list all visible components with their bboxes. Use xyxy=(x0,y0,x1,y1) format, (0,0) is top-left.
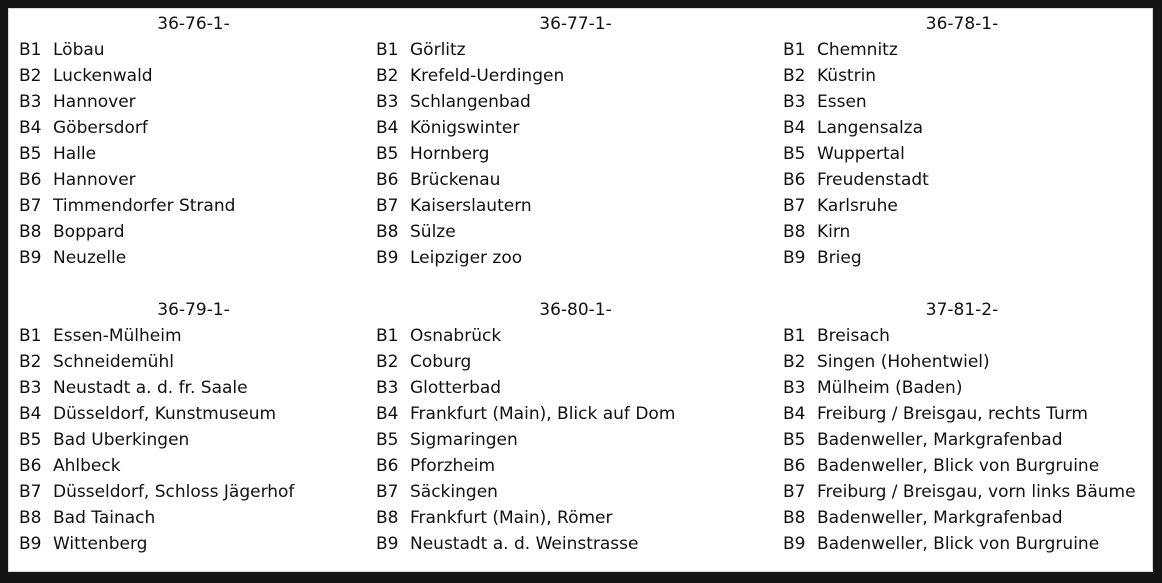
item-code: B5 xyxy=(783,430,806,450)
list-item xyxy=(376,375,783,401)
item-code: B7 xyxy=(19,482,42,502)
item-place: Neuzelle xyxy=(53,248,127,268)
item-place: Kirn xyxy=(817,222,851,242)
item-code: B9 xyxy=(783,248,806,268)
item-place: Görlitz xyxy=(410,40,466,60)
list-item xyxy=(783,401,1149,427)
item-place: Karlsruhe xyxy=(817,196,898,216)
item-code: B2 xyxy=(783,352,806,372)
item-place: Freiburg / Breisgau, rechts Turm xyxy=(817,404,1088,424)
item-place: Frankfurt (Main), Blick auf Dom xyxy=(410,404,676,424)
item-place: Langensalza xyxy=(817,118,924,138)
item-code: B9 xyxy=(783,534,806,554)
item-place: Badenweller, Markgrafenbad xyxy=(817,430,1063,450)
list-item xyxy=(783,63,1149,89)
item-place: Hannover xyxy=(53,170,136,190)
item-code: B5 xyxy=(376,144,399,164)
series-block xyxy=(19,297,376,557)
item-place: Brieg xyxy=(817,248,862,268)
list-item xyxy=(783,89,1149,115)
series-block xyxy=(783,297,1149,557)
list-item xyxy=(783,375,1149,401)
item-code: B8 xyxy=(19,222,42,242)
item-place: Chemnitz xyxy=(817,40,898,60)
item-code: B3 xyxy=(19,378,42,398)
item-code: B8 xyxy=(376,508,399,528)
item-place: Göbersdorf xyxy=(53,118,148,138)
list-item xyxy=(19,479,376,505)
item-code: B1 xyxy=(19,326,42,346)
list-item xyxy=(19,245,376,271)
item-code: B6 xyxy=(783,456,806,476)
list-item xyxy=(783,505,1149,531)
item-place: Säckingen xyxy=(410,482,498,502)
series-block xyxy=(376,297,783,557)
item-place: Breisach xyxy=(817,326,890,346)
series-title: 36-79-1- xyxy=(157,300,230,320)
series-title: 36-76-1- xyxy=(157,14,230,34)
series-block xyxy=(376,11,783,271)
item-place: Sigmaringen xyxy=(410,430,518,450)
list-item xyxy=(376,167,783,193)
item-code: B6 xyxy=(19,456,42,476)
list-item xyxy=(376,453,783,479)
item-place: Badenweller, Blick von Burgruine xyxy=(817,534,1100,554)
item-place: Schlangenbad xyxy=(410,92,531,112)
item-place: Wittenberg xyxy=(53,534,148,554)
item-place: Ahlbeck xyxy=(53,456,121,476)
list-item xyxy=(19,453,376,479)
item-code: B8 xyxy=(376,222,399,242)
item-code: B5 xyxy=(19,144,42,164)
list-item xyxy=(19,323,376,349)
item-code: B5 xyxy=(783,144,806,164)
list-item xyxy=(19,531,376,557)
item-place: Boppard xyxy=(53,222,125,242)
list-item xyxy=(783,245,1149,271)
item-code: B7 xyxy=(376,196,399,216)
list-item xyxy=(376,505,783,531)
item-code: B3 xyxy=(783,378,806,398)
item-place: Essen-Mülheim xyxy=(53,326,182,346)
item-code: B1 xyxy=(783,40,806,60)
list-item xyxy=(783,479,1149,505)
item-place: Timmendorfer Strand xyxy=(53,196,236,216)
list-item xyxy=(376,219,783,245)
list-item xyxy=(376,401,783,427)
item-place: Pforzheim xyxy=(410,456,496,476)
series-title: 36-80-1- xyxy=(539,300,612,320)
item-place: Singen (Hohentwiel) xyxy=(817,352,990,372)
list-item xyxy=(783,531,1149,557)
item-place: Coburg xyxy=(410,352,472,372)
item-code: B3 xyxy=(376,92,399,112)
item-place: Bad Tainach xyxy=(53,508,156,528)
item-code: B7 xyxy=(376,482,399,502)
item-place: Hannover xyxy=(53,92,136,112)
item-place: Kaiserslautern xyxy=(410,196,532,216)
series-title: 36-78-1- xyxy=(925,14,999,34)
item-place: Löbau xyxy=(53,40,105,60)
list-item xyxy=(783,349,1149,375)
item-code: B4 xyxy=(783,404,806,424)
item-place: Glotterbad xyxy=(410,378,502,398)
item-code: B9 xyxy=(376,534,399,554)
item-place: Königswinter xyxy=(410,118,520,138)
list-item xyxy=(376,193,783,219)
list-item xyxy=(19,89,376,115)
list-item xyxy=(783,37,1149,63)
item-place: Sülze xyxy=(410,222,456,242)
list-item xyxy=(376,141,783,167)
list-item xyxy=(19,141,376,167)
item-code: B9 xyxy=(19,248,42,268)
item-place: Leipziger zoo xyxy=(410,248,523,268)
item-place: Wuppertal xyxy=(817,144,905,164)
list-item xyxy=(19,427,376,453)
item-place: Halle xyxy=(53,144,97,164)
list-item xyxy=(376,479,783,505)
item-place: Düsseldorf, Schloss Jägerhof xyxy=(53,482,295,502)
list-item xyxy=(19,219,376,245)
series-title: 36-77-1- xyxy=(539,14,612,34)
item-code: B7 xyxy=(19,196,42,216)
item-code: B3 xyxy=(19,92,42,112)
list-item xyxy=(783,167,1149,193)
item-place: Düsseldorf, Kunstmuseum xyxy=(53,404,277,424)
list-item xyxy=(376,531,783,557)
list-item xyxy=(19,193,376,219)
item-code: B2 xyxy=(19,352,42,372)
list-item xyxy=(376,427,783,453)
list-item xyxy=(19,37,376,63)
list-item xyxy=(19,349,376,375)
list-item xyxy=(19,375,376,401)
item-place: Osnabrück xyxy=(410,326,502,346)
item-place: Essen xyxy=(817,92,867,112)
item-code: B6 xyxy=(376,170,399,190)
item-code: B6 xyxy=(783,170,806,190)
item-place: Mülheim (Baden) xyxy=(817,378,963,398)
item-place: Hornberg xyxy=(410,144,490,164)
item-code: B7 xyxy=(783,196,806,216)
list-item xyxy=(783,219,1149,245)
list-item xyxy=(376,349,783,375)
item-code: B1 xyxy=(376,40,399,60)
item-code: B7 xyxy=(783,482,806,502)
list-item xyxy=(19,401,376,427)
list-item xyxy=(19,115,376,141)
item-code: B4 xyxy=(783,118,806,138)
item-place: Freiburg / Breisgau, vorn links Bäume xyxy=(817,482,1136,502)
document-page xyxy=(8,8,1153,572)
item-place: Luckenwald xyxy=(53,66,153,86)
item-place: Freudenstadt xyxy=(817,170,929,190)
series-block xyxy=(19,11,376,271)
item-code: B4 xyxy=(376,404,399,424)
list-item xyxy=(783,115,1149,141)
item-code: B8 xyxy=(783,222,806,242)
item-place: Krefeld-Uerdingen xyxy=(410,66,565,86)
item-code: B5 xyxy=(19,430,42,450)
item-code: B2 xyxy=(376,352,399,372)
item-code: B4 xyxy=(19,404,42,424)
list-item xyxy=(376,245,783,271)
item-code: B9 xyxy=(376,248,399,268)
item-code: B8 xyxy=(783,508,806,528)
list-item xyxy=(19,167,376,193)
item-code: B9 xyxy=(19,534,42,554)
item-place: Neustadt a. d. Weinstrasse xyxy=(410,534,639,554)
item-code: B5 xyxy=(376,430,399,450)
series-title: 37-81-2- xyxy=(925,300,999,320)
list-item xyxy=(376,115,783,141)
list-item xyxy=(783,193,1149,219)
list-item xyxy=(783,141,1149,167)
item-place: Neustadt a. d. fr. Saale xyxy=(53,378,248,398)
list-item xyxy=(376,89,783,115)
item-code: B4 xyxy=(376,118,399,138)
list-item xyxy=(376,323,783,349)
item-code: B1 xyxy=(19,40,42,60)
item-code: B2 xyxy=(19,66,42,86)
series-block xyxy=(783,11,1149,271)
item-code: B1 xyxy=(783,326,806,346)
item-place: Badenweller, Blick von Burgruine xyxy=(817,456,1100,476)
list-item xyxy=(783,323,1149,349)
list-item xyxy=(783,427,1149,453)
list-item xyxy=(783,453,1149,479)
item-code: B1 xyxy=(376,326,399,346)
item-code: B3 xyxy=(783,92,806,112)
item-code: B2 xyxy=(376,66,399,86)
item-code: B6 xyxy=(19,170,42,190)
item-code: B3 xyxy=(376,378,399,398)
list-item xyxy=(19,63,376,89)
list-item xyxy=(19,505,376,531)
item-code: B2 xyxy=(783,66,806,86)
item-code: B4 xyxy=(19,118,42,138)
item-place: Brückenau xyxy=(410,170,501,190)
list-item xyxy=(376,37,783,63)
item-code: B6 xyxy=(376,456,399,476)
item-place: Frankfurt (Main), Römer xyxy=(410,508,613,528)
item-place: Bad Uberkingen xyxy=(53,430,190,450)
item-place: Küstrin xyxy=(817,66,877,86)
item-place: Schneidemühl xyxy=(53,352,174,372)
item-code: B8 xyxy=(19,508,42,528)
item-place: Badenweller, Markgrafenbad xyxy=(817,508,1063,528)
list-item xyxy=(376,63,783,89)
